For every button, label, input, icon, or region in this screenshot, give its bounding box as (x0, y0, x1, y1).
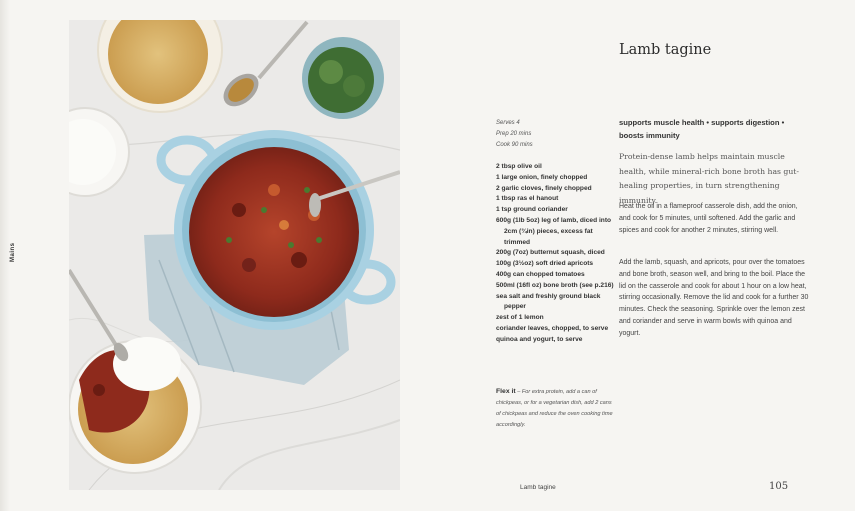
ingredient-item: 1 tbsp ras el hanout (496, 195, 559, 203)
method-step (619, 257, 811, 340)
ingredient-item: 600g (1lb 5oz) leg of lamb, diced into 2cm (¾in) pieces, excess fat trimmed (496, 216, 612, 246)
page-number: 105 (769, 481, 789, 492)
ingredient-list (496, 162, 614, 346)
recipe-intro: Protein-dense lamb helps maintain muscle health, while mineral-rich bone broth has gut-healing properties, in turn strengthening immunity. (619, 152, 799, 205)
ingredient-item: 100g (3½oz) soft dried apricots (496, 260, 594, 268)
serves-text: Serves 4 (496, 120, 520, 126)
method-paragraph: Heat the oil in a flameproof casserole dish, add the onion, and cook for 5 minutes, until softened. Add the garlic and spices and cook for another 2 minutes, stirring well. (619, 203, 798, 234)
prep-time-text: Prep 20 mins (496, 131, 532, 137)
ingredient-item: 500ml (16fl oz) bone broth (see p.216) (496, 281, 614, 289)
ingredient-item: 1 large onion, finely chopped (496, 173, 588, 181)
method-paragraph: Add the lamb, squash, and apricots, pour over the tomatoes and bone broth, season well, and bring to the boil. Place the lid on the casserole and cook for about 1 hour on a low heat, stirring occasionally. Remove the lid and cook for a further 30 minutes. Check the seasoning. Sprinkle over the lemon zest and coriander and serve in warm bowls with quinoa and yogurt. (619, 259, 809, 337)
section-label: Mains (10, 242, 16, 262)
flex-it-text: – For extra protein, add a can of chickpeas, or for a vegetarian dish, add 2 cans of chickpeas and reduce the oven cooking time accordingly. (496, 389, 613, 428)
flex-it-label: Flex it (496, 388, 516, 395)
method-step (619, 201, 811, 236)
tagine-illustration (69, 20, 400, 490)
ingredient-item: 2 tbsp olive oil (496, 163, 542, 170)
flex-it-note (496, 386, 614, 431)
recipe-title: Lamb tagine (619, 42, 712, 58)
running-footer-title: Lamb tagine (520, 484, 556, 491)
recipe-meta (496, 118, 533, 151)
ingredient-item: 2 garlic cloves, finely chopped (496, 184, 592, 192)
ingredient-item: coriander leaves, chopped, to serve (496, 324, 609, 332)
ingredient-item: 1 tsp ground coriander (496, 206, 568, 214)
ingredient-item: 200g (7oz) butternut squash, diced (496, 249, 605, 257)
ingredient-item: quinoa and yogurt, to serve (496, 335, 583, 343)
ingredient-item: zest of 1 lemon (496, 314, 544, 322)
ingredient-item: 400g can chopped tomatoes (496, 270, 585, 278)
page-gutter (0, 0, 10, 511)
cook-time-text: Cook 90 mins (496, 142, 533, 148)
health-benefits: supports muscle health • supports digestion • boosts immunity (619, 118, 785, 140)
recipe-photo (69, 20, 400, 490)
ingredient-item: sea salt and freshly ground black pepper (496, 292, 601, 311)
